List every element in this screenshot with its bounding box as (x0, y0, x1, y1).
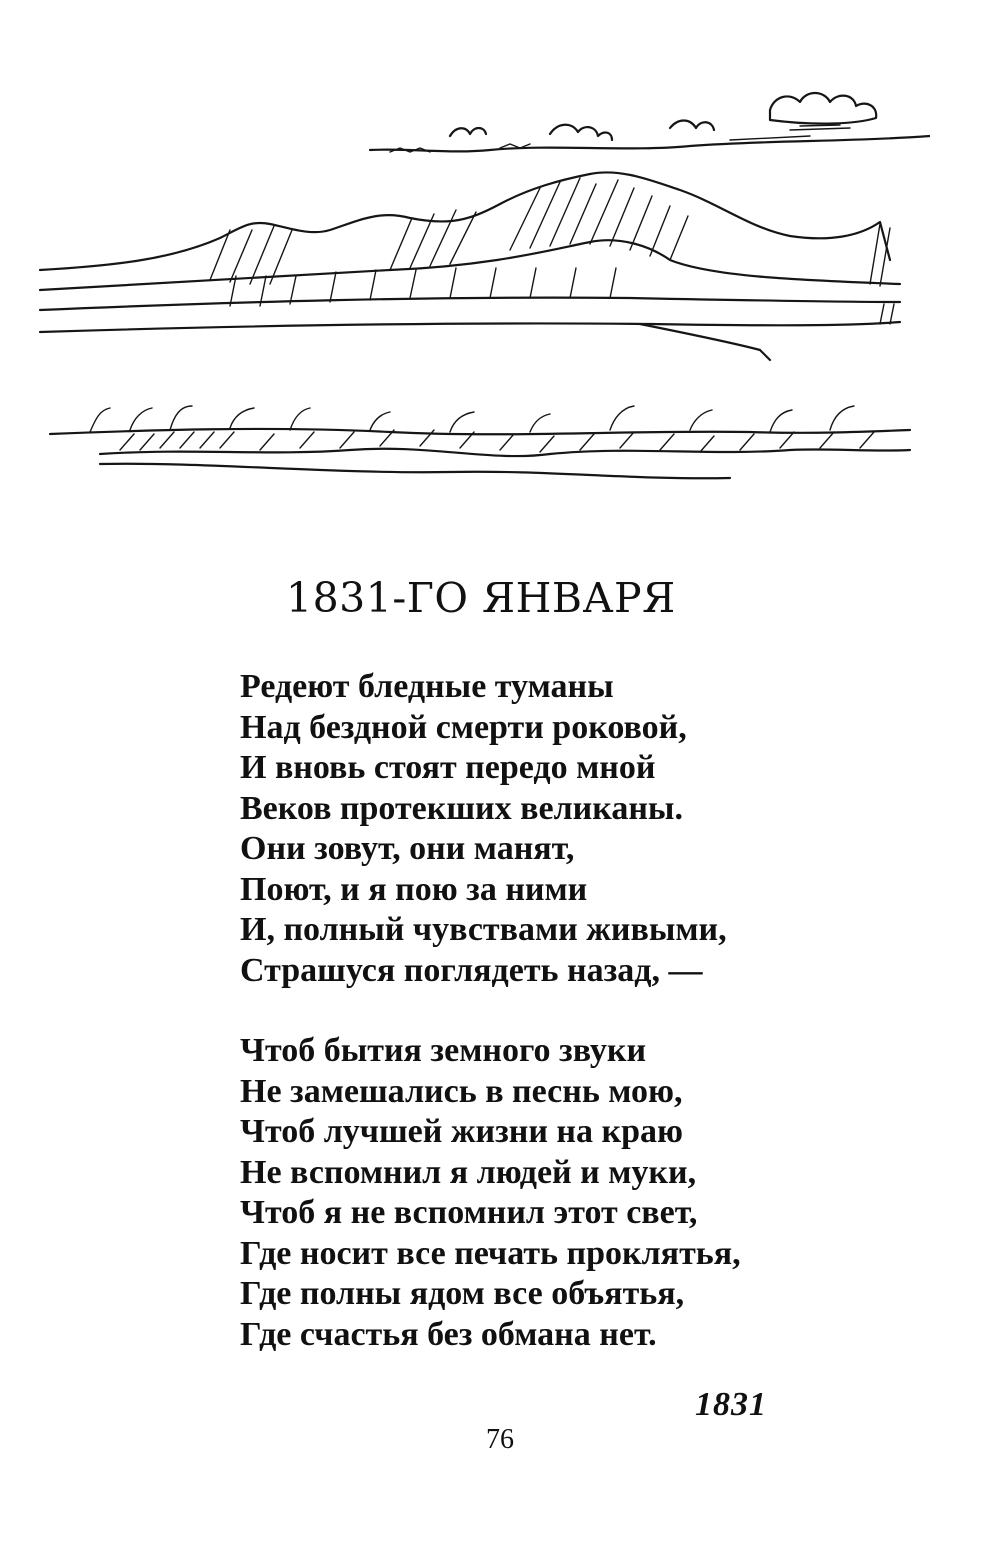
verse-line: Где счастья без обмана нет. (240, 1315, 657, 1353)
verse-line: И, полный чувствами живыми, (240, 911, 727, 948)
verse-line: Редеют бледные туманы (240, 668, 614, 705)
poem-year: 1831 (695, 1386, 767, 1423)
mountain-sketch (30, 70, 930, 520)
grass-foreground (50, 406, 910, 478)
mountains (40, 172, 900, 360)
poem-body (240, 667, 880, 1355)
landscape-illustration (30, 70, 930, 520)
verse-line: Веков протекших великаны. (240, 789, 683, 827)
verse-line: Над бездной смерти роковой, (240, 708, 687, 746)
verse-line: Не замешались в песнь мою, (240, 1072, 683, 1110)
verse-line: Они зовут, они манят, (240, 830, 575, 867)
verse-line: Чтоб я не вспомнил этот свет, (240, 1194, 698, 1231)
stanza-2 (240, 1031, 880, 1355)
page-number: 76 (486, 1424, 514, 1455)
stanza-1 (240, 667, 880, 991)
poem-title: 1831-ГО ЯНВАРЯ (286, 574, 676, 622)
verse-line: Чтоб бытия земного звуки (240, 1032, 647, 1069)
clouds (370, 93, 930, 152)
verse-line: Чтоб лучшей жизни на краю (240, 1113, 683, 1150)
verse-line: Не вспомнил я людей и муки, (240, 1153, 697, 1191)
verse-line: Поют, и я пою за ними (240, 870, 588, 908)
verse-line: Где носит все печать проклятья, (240, 1234, 741, 1272)
verse-line: Страшуся поглядеть назад, — (240, 951, 703, 989)
verse-line: Где полны ядом все объятья, (240, 1275, 685, 1312)
verse-line: И вновь стоят передо мной (240, 749, 656, 786)
